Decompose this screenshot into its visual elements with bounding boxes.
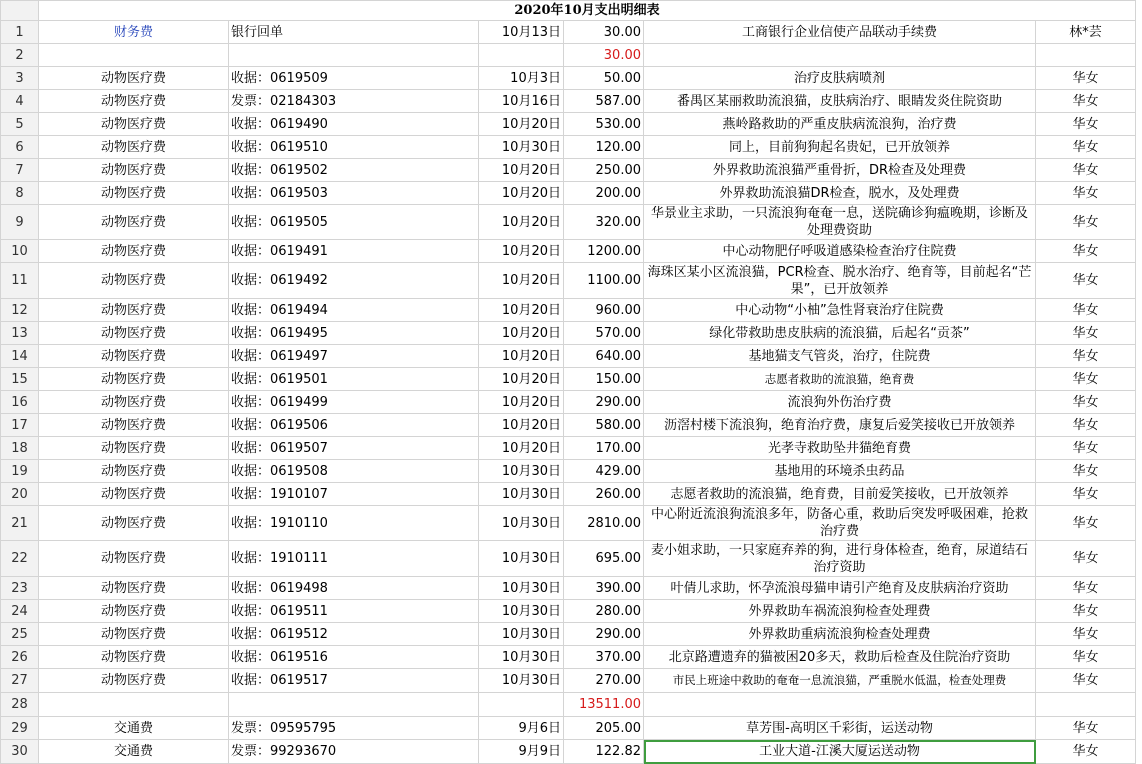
cell-description[interactable]: 草芳围-高明区千彩街，运送动物 [644, 717, 1036, 740]
table-row [1, 437, 1136, 460]
cell-handler[interactable]: 华女 [1036, 182, 1136, 205]
row-number[interactable]: 3 [1, 67, 39, 90]
row-number[interactable]: 29 [1, 717, 39, 740]
cell-category[interactable]: 动物医疗费 [39, 460, 229, 483]
row-number[interactable]: 30 [1, 740, 39, 764]
cell-receipt[interactable]: 发票：99293670 [229, 740, 479, 764]
cell-handler[interactable]: 华女 [1036, 136, 1136, 159]
cell-amount[interactable]: 390.00 [564, 577, 644, 600]
cell-handler[interactable] [1036, 693, 1136, 717]
table-row [1, 506, 1136, 541]
cell-category[interactable]: 动物医疗费 [39, 322, 229, 345]
table-row [1, 136, 1136, 159]
cell-date[interactable]: 10月20日 [479, 113, 564, 136]
cell-category[interactable]: 动物医疗费 [39, 182, 229, 205]
cell-description[interactable]: 志愿者救助的流浪猫，绝育费，目前爱笑接收，已开放领养 [644, 483, 1036, 506]
cell-handler[interactable]: 华女 [1036, 240, 1136, 263]
cell-amount[interactable]: 640.00 [564, 345, 644, 368]
table-row [1, 600, 1136, 623]
cell-handler[interactable]: 华女 [1036, 460, 1136, 483]
cell-handler[interactable]: 华女 [1036, 90, 1136, 113]
cell-category[interactable]: 财务费 [39, 21, 229, 44]
table-row [1, 44, 1136, 67]
cell-category[interactable]: 动物医疗费 [39, 623, 229, 646]
cell-date[interactable]: 10月20日 [479, 263, 564, 299]
cell-amount[interactable]: 580.00 [564, 414, 644, 437]
cell-handler[interactable] [1036, 44, 1136, 67]
cell-description[interactable]: 市民上班途中救助的奄奄一息流浪猫，严重脱水低温，检查处理费 [644, 669, 1036, 693]
table-row [1, 693, 1136, 717]
cell-handler[interactable]: 华女 [1036, 541, 1136, 577]
cell-category[interactable]: 动物医疗费 [39, 159, 229, 182]
cell-date[interactable]: 10月20日 [479, 240, 564, 263]
table-row [1, 159, 1136, 182]
cell-amount[interactable]: 1100.00 [564, 263, 644, 299]
cell-description[interactable]: 燕岭路救助的严重皮肤病流浪狗，治疗费 [644, 113, 1036, 136]
cell-amount[interactable]: 280.00 [564, 600, 644, 623]
row-number[interactable]: 24 [1, 600, 39, 623]
cell-amount[interactable]: 205.00 [564, 717, 644, 740]
cell-description[interactable]: 治疗皮肤病喷剂 [644, 67, 1036, 90]
cell-amount[interactable]: 1200.00 [564, 240, 644, 263]
cell-handler[interactable]: 华女 [1036, 368, 1136, 391]
cell-description[interactable]: 外界救助重病流浪狗检查处理费 [644, 623, 1036, 646]
selected-cell[interactable]: 工业大道-江溪大厦运送动物 [644, 740, 1036, 764]
cell-receipt[interactable]: 收据：0619511 [229, 600, 479, 623]
cell-handler[interactable]: 华女 [1036, 345, 1136, 368]
cell-receipt[interactable]: 收据：0619501 [229, 368, 479, 391]
cell-description[interactable]: 流浪狗外伤治疗费 [644, 391, 1036, 414]
cell-amount[interactable]: 960.00 [564, 299, 644, 322]
cell-amount[interactable]: 530.00 [564, 113, 644, 136]
cell-date[interactable]: 10月13日 [479, 21, 564, 44]
cell-receipt[interactable]: 收据：0619491 [229, 240, 479, 263]
cell-handler[interactable]: 华女 [1036, 67, 1136, 90]
cell-description[interactable]: 叶倩儿求助，怀孕流浪母猫申请引产绝育及皮肤病治疗资助 [644, 577, 1036, 600]
cell-handler[interactable]: 华女 [1036, 740, 1136, 764]
cell-receipt[interactable]: 收据：0619495 [229, 322, 479, 345]
table-row [1, 717, 1136, 740]
cell-amount[interactable]: 290.00 [564, 623, 644, 646]
cell-category[interactable]: 动物医疗费 [39, 263, 229, 299]
cell-date[interactable]: 10月20日 [479, 345, 564, 368]
row-number[interactable]: 28 [1, 693, 39, 717]
cell-description[interactable]: 工商银行企业信使产品联动手续费 [644, 21, 1036, 44]
table-row [1, 240, 1136, 263]
cell-date[interactable]: 10月3日 [479, 67, 564, 90]
cell-description[interactable]: 沥滘村楼下流浪狗，绝育治疗费，康复后爱笑接收已开放领养 [644, 414, 1036, 437]
row-number[interactable]: 1 [1, 21, 39, 44]
cell-handler[interactable]: 林*芸 [1036, 21, 1136, 44]
cell-handler[interactable]: 华女 [1036, 159, 1136, 182]
table-row [1, 299, 1136, 322]
table-row [1, 391, 1136, 414]
row-number[interactable]: 13 [1, 322, 39, 345]
cell-handler[interactable]: 华女 [1036, 600, 1136, 623]
cell-date[interactable]: 10月30日 [479, 541, 564, 577]
cell-amount[interactable]: 50.00 [564, 67, 644, 90]
cell-date[interactable]: 10月20日 [479, 182, 564, 205]
row-number[interactable]: 7 [1, 159, 39, 182]
cell-receipt[interactable] [229, 693, 479, 717]
cell-handler[interactable]: 华女 [1036, 391, 1136, 414]
title-row [1, 1, 1136, 21]
cell-amount[interactable]: 695.00 [564, 541, 644, 577]
table-row [1, 67, 1136, 90]
row-number[interactable]: 16 [1, 391, 39, 414]
cell-description[interactable]: 外界救助流浪猫DR检查，脱水，及处理费 [644, 182, 1036, 205]
table-row [1, 483, 1136, 506]
row-header-corner[interactable] [1, 1, 39, 21]
cell-amount[interactable]: 270.00 [564, 669, 644, 693]
cell-description[interactable]: 志愿者救助的流浪猫，绝育费 [644, 368, 1036, 391]
cell-receipt[interactable]: 发票：02184303 [229, 90, 479, 113]
table-row [1, 90, 1136, 113]
table-row [1, 368, 1136, 391]
cell-description[interactable]: 外界救助车祸流浪狗检查处理费 [644, 600, 1036, 623]
cell-date[interactable]: 10月20日 [479, 437, 564, 460]
cell-description[interactable] [644, 44, 1036, 67]
cell-amount[interactable]: 13511.00 [564, 693, 644, 717]
cell-amount[interactable]: 320.00 [564, 205, 644, 240]
cell-amount[interactable]: 250.00 [564, 159, 644, 182]
cell-category[interactable]: 动物医疗费 [39, 391, 229, 414]
cell-category[interactable] [39, 44, 229, 67]
cell-receipt[interactable] [229, 44, 479, 67]
cell-date[interactable] [479, 693, 564, 717]
cell-description[interactable]: 麦小姐求助，一只家庭弃养的狗，进行身体检查，绝育，尿道结石治疗资助 [644, 541, 1036, 577]
row-number[interactable]: 12 [1, 299, 39, 322]
cell-receipt[interactable]: 收据：0619506 [229, 414, 479, 437]
cell-description[interactable]: 华景业主求助，一只流浪狗奄奄一息，送院确诊狗瘟晚期，诊断及处理费资助 [644, 205, 1036, 240]
row-number[interactable]: 22 [1, 541, 39, 577]
row-number[interactable]: 19 [1, 460, 39, 483]
cell-date[interactable]: 10月20日 [479, 391, 564, 414]
cell-category[interactable]: 动物医疗费 [39, 240, 229, 263]
cell-receipt[interactable]: 收据：0619503 [229, 182, 479, 205]
row-number[interactable]: 26 [1, 646, 39, 669]
table-row [1, 263, 1136, 299]
row-number[interactable]: 2 [1, 44, 39, 67]
table-row [1, 21, 1136, 44]
cell-handler[interactable]: 华女 [1036, 322, 1136, 345]
cell-category[interactable]: 交通费 [39, 740, 229, 764]
cell-receipt[interactable]: 收据：0619508 [229, 460, 479, 483]
cell-description[interactable]: 绿化带救助患皮肤病的流浪猫，后起名“贡茶” [644, 322, 1036, 345]
row-number[interactable]: 10 [1, 240, 39, 263]
row-number[interactable]: 17 [1, 414, 39, 437]
table-row [1, 205, 1136, 240]
cell-date[interactable]: 10月30日 [479, 577, 564, 600]
cell-category[interactable]: 交通费 [39, 717, 229, 740]
cell-amount[interactable]: 122.82 [564, 740, 644, 764]
cell-category[interactable]: 动物医疗费 [39, 67, 229, 90]
row-number[interactable]: 8 [1, 182, 39, 205]
cell-category[interactable]: 动物医疗费 [39, 414, 229, 437]
table-row [1, 577, 1136, 600]
row-number[interactable]: 6 [1, 136, 39, 159]
cell-amount[interactable]: 370.00 [564, 646, 644, 669]
table-row [1, 669, 1136, 693]
table-row [1, 345, 1136, 368]
cell-description[interactable]: 北京路遭遗弃的猫被困20多天，救助后检查及住院治疗资助 [644, 646, 1036, 669]
cell-amount[interactable]: 150.00 [564, 368, 644, 391]
cell-date[interactable]: 10月30日 [479, 460, 564, 483]
cell-handler[interactable]: 华女 [1036, 646, 1136, 669]
cell-date[interactable]: 9月6日 [479, 717, 564, 740]
cell-receipt[interactable]: 收据：0619509 [229, 67, 479, 90]
cell-handler[interactable]: 华女 [1036, 717, 1136, 740]
cell-handler[interactable]: 华女 [1036, 263, 1136, 299]
cell-receipt[interactable]: 收据：0619498 [229, 577, 479, 600]
cell-receipt[interactable]: 收据：0619494 [229, 299, 479, 322]
cell-receipt[interactable]: 收据：0619505 [229, 205, 479, 240]
cell-handler[interactable]: 华女 [1036, 414, 1136, 437]
cell-category[interactable]: 动物医疗费 [39, 90, 229, 113]
cell-receipt[interactable]: 收据：1910111 [229, 541, 479, 577]
table-row [1, 182, 1136, 205]
cell-receipt[interactable]: 收据：0619502 [229, 159, 479, 182]
cell-date[interactable]: 10月16日 [479, 90, 564, 113]
cell-receipt[interactable]: 收据：0619510 [229, 136, 479, 159]
cell-date[interactable]: 10月20日 [479, 414, 564, 437]
table-row [1, 113, 1136, 136]
cell-handler[interactable]: 华女 [1036, 623, 1136, 646]
table-row [1, 414, 1136, 437]
row-number[interactable]: 4 [1, 90, 39, 113]
cell-description[interactable]: 基地猫支气管炎，治疗，住院费 [644, 345, 1036, 368]
cell-date[interactable]: 10月30日 [479, 600, 564, 623]
cell-amount[interactable]: 260.00 [564, 483, 644, 506]
cell-description[interactable]: 基地用的环境杀虫药品 [644, 460, 1036, 483]
cell-date[interactable]: 10月30日 [479, 136, 564, 159]
cell-date[interactable]: 9月9日 [479, 740, 564, 764]
cell-amount[interactable]: 587.00 [564, 90, 644, 113]
row-number[interactable]: 11 [1, 263, 39, 299]
cell-category[interactable]: 动物医疗费 [39, 299, 229, 322]
cell-date[interactable]: 10月30日 [479, 506, 564, 541]
table-row [1, 740, 1136, 764]
cell-handler[interactable]: 华女 [1036, 299, 1136, 322]
row-number[interactable]: 27 [1, 669, 39, 693]
cell-category[interactable]: 动物医疗费 [39, 577, 229, 600]
cell-handler[interactable]: 华女 [1036, 437, 1136, 460]
cell-receipt[interactable]: 收据：0619516 [229, 646, 479, 669]
row-number[interactable]: 20 [1, 483, 39, 506]
cell-handler[interactable]: 华女 [1036, 577, 1136, 600]
cell-receipt[interactable]: 收据：0619497 [229, 345, 479, 368]
cell-category[interactable]: 动物医疗费 [39, 669, 229, 693]
row-number[interactable]: 14 [1, 345, 39, 368]
cell-description[interactable]: 海珠区某小区流浪猫，PCR检查、脱水治疗、绝育等，目前起名“芒果”，已开放领养 [644, 263, 1036, 299]
row-number[interactable]: 9 [1, 205, 39, 240]
cell-amount[interactable]: 570.00 [564, 322, 644, 345]
cell-date[interactable]: 10月30日 [479, 483, 564, 506]
cell-category[interactable]: 动物医疗费 [39, 600, 229, 623]
cell-date[interactable]: 10月20日 [479, 205, 564, 240]
row-number[interactable]: 15 [1, 368, 39, 391]
row-number[interactable]: 25 [1, 623, 39, 646]
cell-date[interactable]: 10月20日 [479, 322, 564, 345]
cell-category[interactable]: 动物医疗费 [39, 506, 229, 541]
cell-receipt[interactable]: 收据：0619499 [229, 391, 479, 414]
cell-receipt[interactable]: 收据：0619517 [229, 669, 479, 693]
table-row [1, 623, 1136, 646]
cell-category[interactable]: 动物医疗费 [39, 437, 229, 460]
cell-handler[interactable]: 华女 [1036, 669, 1136, 693]
cell-category[interactable]: 动物医疗费 [39, 113, 229, 136]
cell-amount[interactable]: 2810.00 [564, 506, 644, 541]
cell-amount[interactable]: 120.00 [564, 136, 644, 159]
cell-date[interactable]: 10月30日 [479, 646, 564, 669]
cell-category[interactable] [39, 693, 229, 717]
cell-date[interactable]: 10月30日 [479, 623, 564, 646]
cell-description[interactable]: 同上，目前狗狗起名贵妃，已开放领养 [644, 136, 1036, 159]
cell-receipt[interactable]: 收据：1910110 [229, 506, 479, 541]
cell-description[interactable]: 外界救助流浪猫严重骨折，DR检查及处理费 [644, 159, 1036, 182]
cell-receipt[interactable]: 收据：0619490 [229, 113, 479, 136]
cell-description[interactable]: 中心动物肥仔呼吸道感染检查治疗住院费 [644, 240, 1036, 263]
row-number[interactable]: 18 [1, 437, 39, 460]
cell-category[interactable]: 动物医疗费 [39, 205, 229, 240]
cell-amount[interactable]: 30.00 [564, 21, 644, 44]
row-number[interactable]: 5 [1, 113, 39, 136]
table-row [1, 541, 1136, 577]
cell-date[interactable]: 10月30日 [479, 669, 564, 693]
cell-amount[interactable]: 429.00 [564, 460, 644, 483]
cell-date[interactable]: 10月20日 [479, 368, 564, 391]
cell-receipt[interactable]: 收据：0619492 [229, 263, 479, 299]
cell-amount[interactable]: 200.00 [564, 182, 644, 205]
cell-receipt[interactable]: 收据：1910107 [229, 483, 479, 506]
cell-description[interactable]: 光孝寺救助坠井猫绝育费 [644, 437, 1036, 460]
cell-receipt[interactable]: 收据：0619512 [229, 623, 479, 646]
cell-handler[interactable]: 华女 [1036, 205, 1136, 240]
cell-category[interactable]: 动物医疗费 [39, 541, 229, 577]
cell-amount[interactable]: 290.00 [564, 391, 644, 414]
cell-handler[interactable]: 华女 [1036, 483, 1136, 506]
cell-date[interactable]: 10月20日 [479, 159, 564, 182]
table-row [1, 646, 1136, 669]
cell-description[interactable]: 中心附近流浪狗流浪多年，防备心重，救助后突发呼吸困难，抢救治疗费 [644, 506, 1036, 541]
row-number[interactable]: 21 [1, 506, 39, 541]
cell-amount[interactable]: 30.00 [564, 44, 644, 67]
table-row [1, 460, 1136, 483]
row-number[interactable]: 23 [1, 577, 39, 600]
table-row [1, 322, 1136, 345]
sheet-title[interactable]: 2020年10月支出明细表 [39, 1, 1136, 21]
cell-category[interactable]: 动物医疗费 [39, 345, 229, 368]
cell-receipt[interactable]: 收据：0619507 [229, 437, 479, 460]
cell-category[interactable]: 动物医疗费 [39, 368, 229, 391]
cell-receipt[interactable]: 发票：09595795 [229, 717, 479, 740]
cell-amount[interactable]: 170.00 [564, 437, 644, 460]
cell-category[interactable]: 动物医疗费 [39, 136, 229, 159]
cell-handler[interactable]: 华女 [1036, 506, 1136, 541]
cell-receipt[interactable]: 银行回单 [229, 21, 479, 44]
cell-date[interactable]: 10月20日 [479, 299, 564, 322]
cell-handler[interactable]: 华女 [1036, 113, 1136, 136]
cell-category[interactable]: 动物医疗费 [39, 646, 229, 669]
cell-date[interactable] [479, 44, 564, 67]
cell-category[interactable]: 动物医疗费 [39, 483, 229, 506]
cell-description[interactable]: 番禺区某丽救助流浪猫，皮肤病治疗、眼睛发炎住院资助 [644, 90, 1036, 113]
cell-description[interactable]: 中心动物“小柚”急性肾衰治疗住院费 [644, 299, 1036, 322]
cell-description[interactable] [644, 693, 1036, 717]
